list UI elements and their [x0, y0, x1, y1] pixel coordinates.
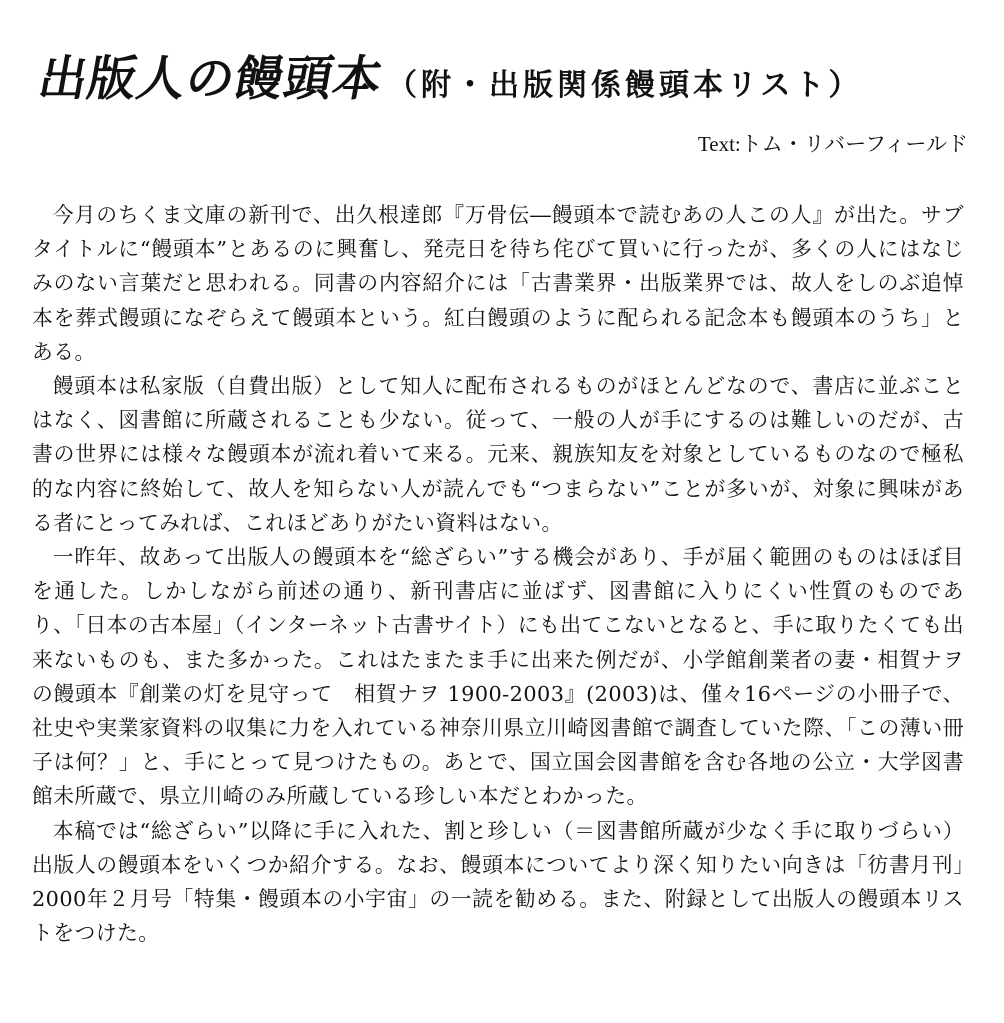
paragraph: 本稿では“総ざらい”以降に手に入れた、割と珍しい（＝図書館所蔵が少なく手に取りづらい）出版人の饅頭本をいくつか紹介する。なお、饅頭本についてより深く知りたい向きは「彷書月刊」2000年２月号「特集・饅頭本の小宇宙」の一読を勧める。また、附録として出版人の饅頭本リストをつけた。 [32, 818, 964, 946]
byline-label: Text: [697, 132, 741, 156]
paragraph: 今月のちくま文庫の新刊で、出久根達郎『万骨伝―饅頭本で読むあの人この人』が出た。サブタイトルに“饅頭本”とあるのに興奮し、発売日を待ち侘びて買いに行ったが、多くの人にはなじみのない言葉だと思われる。同書の内容紹介には「古書業界・出版業界では、故人をしのぶ追悼本を葬式饅頭になぞらえて饅頭本という。紅白饅頭のように配られる記念本も饅頭本のうち」とある。 [32, 203, 964, 364]
byline-author: トム・リバーフィールド [740, 132, 968, 156]
paragraph: 一昨年、故あって出版人の饅頭本を“総ざらい”する機会があり、手が届く範囲のものはほぼ目を通した。しかしながら前述の通り、新刊書店に並ばず、図書館に入りにくい性質のものであり、「日本の古本屋」（インターネット古書サイト）にも出てこないとなると、手に取りたくても出来ないものも、また多かった。これはたまたま手に出来た例だが、小学館創業者の妻・相賀ナヲの饅頭本『創業の灯を見守って 相賀ナヲ 1900-2003』(2003)は、僅々16ページの小冊子で、社史や実業家資料の収集に力を入れている神奈川県立川崎図書館で調査していた際、「この薄い冊子は何？」と、手にとって見つけたもの。あとで、国立国会図書館を含む各地の公立・大学図書館未所蔵で、県立川崎のみ所蔵している珍しい本だとわかった。 [32, 545, 964, 809]
article-title: 出版人の饅頭本 [34, 51, 388, 107]
paragraph: 饅頭本は私家版（自費出版）として知人に配布されるものがほとんどなので、書店に並ぶことはなく、図書館に所蔵されることも少ない。従って、一般の人が手にするのは難しいのだが、古書の世界には様々な饅頭本が流れ着いて来る。元来、親族知友を対象としているものなので極私的な内容に終始して、故人を知らない人が読んでも“つまらない”ことが多いが、対象に興味がある者にとってみれば、これほどありがたい資料はない。 [32, 374, 964, 535]
byline [698, 128, 968, 158]
article-subtitle: （附・出版関係饅頭本リスト） [387, 68, 863, 103]
article-body [32, 198, 964, 950]
title-row [34, 40, 984, 107]
